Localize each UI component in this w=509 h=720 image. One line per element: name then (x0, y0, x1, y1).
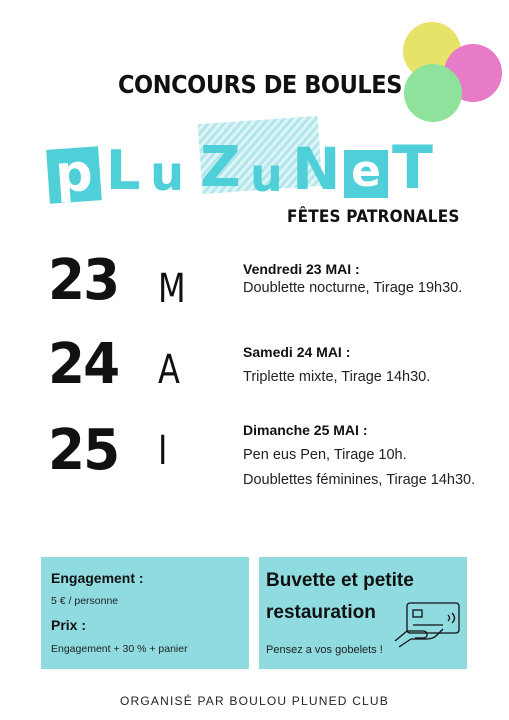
card-payment-icon (393, 601, 463, 651)
town-letter-t: T (392, 133, 433, 203)
event-line-sunday-1: Pen eus Pen, Tirage 10h. (243, 447, 407, 463)
town-letter-n: N (292, 135, 341, 203)
gobelets-note: Pensez a vos gobelets ! (266, 644, 383, 656)
organizer-footer: ORGANISÉ PAR BOULOU PLUNED CLUB (119, 694, 390, 708)
buvette-title: Buvette et petite restauration (266, 570, 414, 623)
month-letter-i: I (158, 428, 168, 474)
event-line-friday: Doublette nocturne, Tirage 19h30. (243, 280, 463, 296)
town-letter-u1: u (150, 146, 185, 202)
day-24: 24 (48, 332, 119, 397)
day-25: 25 (48, 418, 119, 483)
town-letter-e: e (344, 150, 388, 198)
town-letter-u2: u (250, 148, 283, 202)
subtitle: FÊTES PATRONALES (287, 207, 460, 227)
poster-title: CONCOURS DE BOULES (118, 70, 402, 99)
green-circle (404, 64, 462, 122)
event-heading-sunday: Dimanche 25 MAI : (243, 422, 368, 438)
town-letter-p: p (46, 146, 102, 203)
day-23: 23 (48, 248, 119, 313)
event-heading-friday: Vendredi 23 MAI : (243, 261, 360, 277)
month-letter-m: M (158, 266, 186, 312)
engagement-value: 5 € / personne (51, 595, 119, 607)
town-name-logo (40, 120, 450, 205)
town-letter-l: L (106, 139, 141, 202)
month-letter-a: A (158, 347, 180, 393)
engagement-label: Engagement : (51, 570, 144, 586)
event-line-sunday-2: Doublettes féminines, Tirage 14h30. (243, 472, 476, 488)
town-letter-z: Z (200, 135, 241, 200)
event-heading-saturday: Samedi 24 MAI : (243, 344, 351, 360)
buvette-box (259, 557, 467, 669)
prix-value: Engagement + 30 % + panier (51, 643, 188, 655)
info-box (41, 557, 249, 669)
prix-label: Prix : (51, 617, 87, 633)
event-line-saturday: Triplette mixte, Tirage 14h30. (243, 369, 431, 385)
